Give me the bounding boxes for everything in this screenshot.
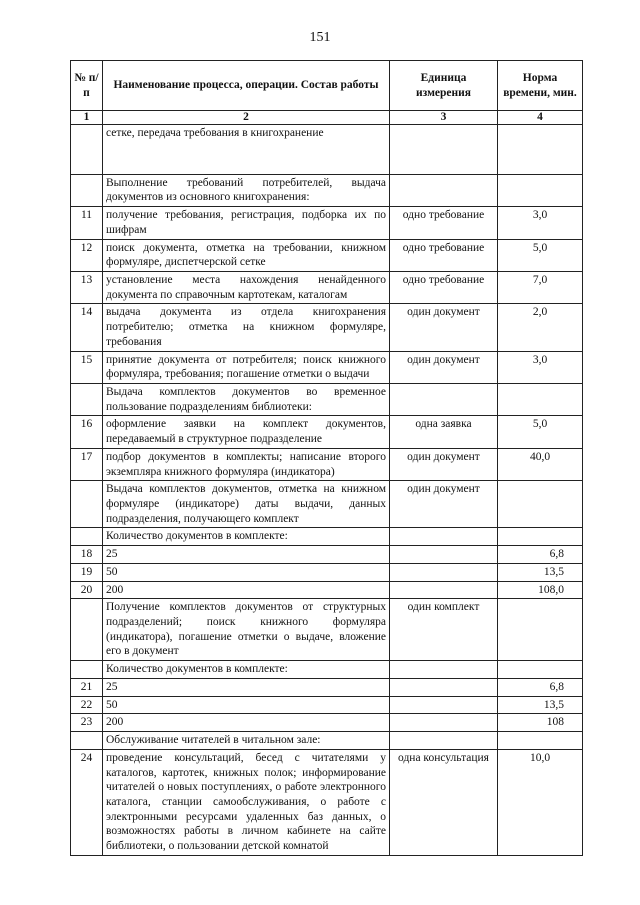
row-unit: одна заявка <box>390 416 498 448</box>
row-number <box>71 599 103 661</box>
table-row <box>71 732 583 750</box>
row-norm: 13,5 <box>498 563 583 581</box>
row-number <box>71 481 103 528</box>
row-number: 19 <box>71 563 103 581</box>
table-row <box>71 546 583 564</box>
header-norm: Норма времени, мин. <box>498 61 583 111</box>
row-description: Выдача комплектов документов во временное пользование подразделениям библиотеки: <box>103 383 390 415</box>
row-norm: 3,0 <box>498 351 583 383</box>
table-row <box>71 124 583 174</box>
row-unit: одно требование <box>390 239 498 271</box>
table-row <box>71 207 583 239</box>
row-description: Количество документов в комплекте: <box>103 528 390 546</box>
row-description: сетке, передача требования в книгохранение <box>103 124 390 174</box>
row-norm <box>498 732 583 750</box>
row-norm <box>498 481 583 528</box>
row-norm: 6,8 <box>498 546 583 564</box>
row-unit <box>390 546 498 564</box>
table-row <box>71 749 583 855</box>
table-row <box>71 271 583 303</box>
row-unit: один документ <box>390 481 498 528</box>
row-description: получение требования, регистрация, подборка их по шифрам <box>103 207 390 239</box>
row-description: 200 <box>103 581 390 599</box>
row-description: 25 <box>103 546 390 564</box>
row-number <box>71 124 103 174</box>
row-number: 12 <box>71 239 103 271</box>
row-unit <box>390 581 498 599</box>
column-number-row <box>71 111 583 125</box>
row-number <box>71 383 103 415</box>
row-description: Выполнение требований потребителей, выдача документов из основного книгохранения: <box>103 174 390 206</box>
row-norm <box>498 599 583 661</box>
header-unit: Единица измерения <box>390 61 498 111</box>
table-row <box>71 239 583 271</box>
row-description: Получение комплектов документов от структурных подразделений; поиск книжного формуляра (индикатора), погашение отметки о выдаче, вложение его в документ <box>103 599 390 661</box>
row-description: установление места нахождения ненайденного документа по справочным картотекам, каталогам <box>103 271 390 303</box>
row-number <box>71 174 103 206</box>
table-row <box>71 678 583 696</box>
row-description: поиск документа, отметка на требовании, книжном формуляре, диспетчерской сетке <box>103 239 390 271</box>
row-unit <box>390 714 498 732</box>
row-number: 20 <box>71 581 103 599</box>
row-norm: 13,5 <box>498 696 583 714</box>
row-norm <box>498 528 583 546</box>
table-row <box>71 304 583 351</box>
table-row <box>71 174 583 206</box>
row-description: 200 <box>103 714 390 732</box>
row-description: Обслуживание читателей в читальном зале: <box>103 732 390 750</box>
column-number: 4 <box>498 111 583 125</box>
table-row <box>71 351 583 383</box>
row-norm: 40,0 <box>498 448 583 480</box>
row-description: проведение консультаций, бесед с читателями у каталогов, картотек, книжных полок; информирование читателей о новых поступлениях, о работе электронного каталога, станции самообслуживания, о работе с электронными ресурсами удаленных баз данных, о возможностях работы в личном кабинете на сайте библиотеки, о пользовании детской комнатой <box>103 749 390 855</box>
row-norm: 6,8 <box>498 678 583 696</box>
row-unit <box>390 732 498 750</box>
row-norm: 10,0 <box>498 749 583 855</box>
row-norm: 3,0 <box>498 207 583 239</box>
row-norm <box>498 383 583 415</box>
row-number: 14 <box>71 304 103 351</box>
row-unit <box>390 678 498 696</box>
row-norm: 2,0 <box>498 304 583 351</box>
row-description: 50 <box>103 696 390 714</box>
table-row <box>71 416 583 448</box>
row-description: подбор документов в комплекты; написание второго экземпляра книжного формуляра (индикатора) <box>103 448 390 480</box>
row-norm: 7,0 <box>498 271 583 303</box>
row-unit: одно требование <box>390 271 498 303</box>
row-number: 21 <box>71 678 103 696</box>
table-row <box>71 563 583 581</box>
row-description: Выдача комплектов документов, отметка на книжном формуляре (индикаторе) даты выдачи, данных подразделения, получающего комплект <box>103 481 390 528</box>
table-row <box>71 581 583 599</box>
row-description: Количество документов в комплекте: <box>103 661 390 679</box>
header-name: Наименование процесса, операции. Состав работы <box>103 61 390 111</box>
row-unit <box>390 383 498 415</box>
table-row <box>71 383 583 415</box>
table-row <box>71 714 583 732</box>
row-number: 11 <box>71 207 103 239</box>
row-unit: один документ <box>390 351 498 383</box>
row-number: 17 <box>71 448 103 480</box>
row-unit <box>390 696 498 714</box>
row-number: 15 <box>71 351 103 383</box>
row-unit <box>390 174 498 206</box>
table-row <box>71 696 583 714</box>
row-number: 16 <box>71 416 103 448</box>
row-unit: один комплект <box>390 599 498 661</box>
table-row <box>71 661 583 679</box>
table-header-row <box>71 61 583 111</box>
column-number: 1 <box>71 111 103 125</box>
row-description: 25 <box>103 678 390 696</box>
header-num: № п/п <box>71 61 103 111</box>
row-norm <box>498 174 583 206</box>
row-norm <box>498 661 583 679</box>
row-unit <box>390 563 498 581</box>
row-unit: одно требование <box>390 207 498 239</box>
row-number: 23 <box>71 714 103 732</box>
row-unit <box>390 661 498 679</box>
row-number: 22 <box>71 696 103 714</box>
row-norm: 108 <box>498 714 583 732</box>
row-unit <box>390 528 498 546</box>
row-unit: один документ <box>390 448 498 480</box>
table-row <box>71 448 583 480</box>
row-unit <box>390 124 498 174</box>
row-norm <box>498 124 583 174</box>
row-number: 24 <box>71 749 103 855</box>
row-number <box>71 661 103 679</box>
row-unit: один документ <box>390 304 498 351</box>
page-number: 151 <box>309 30 331 45</box>
column-number: 2 <box>103 111 390 125</box>
row-norm: 5,0 <box>498 416 583 448</box>
table-row <box>71 599 583 661</box>
row-description: принятие документа от потребителя; поиск книжного формуляра, требования; погашение отметки о выдачи <box>103 351 390 383</box>
table-row <box>71 481 583 528</box>
table-row <box>71 528 583 546</box>
row-number: 18 <box>71 546 103 564</box>
row-norm: 5,0 <box>498 239 583 271</box>
row-number <box>71 528 103 546</box>
norms-table <box>70 60 583 856</box>
row-number <box>71 732 103 750</box>
row-description: оформление заявки на комплект документов, передаваемый в структурное подразделение <box>103 416 390 448</box>
row-number: 13 <box>71 271 103 303</box>
column-number: 3 <box>390 111 498 125</box>
row-unit: одна консультация <box>390 749 498 855</box>
row-norm: 108,0 <box>498 581 583 599</box>
row-description: 50 <box>103 563 390 581</box>
row-description: выдача документа из отдела книгохранения потребителю; отметка на книжном формуляре, требования <box>103 304 390 351</box>
